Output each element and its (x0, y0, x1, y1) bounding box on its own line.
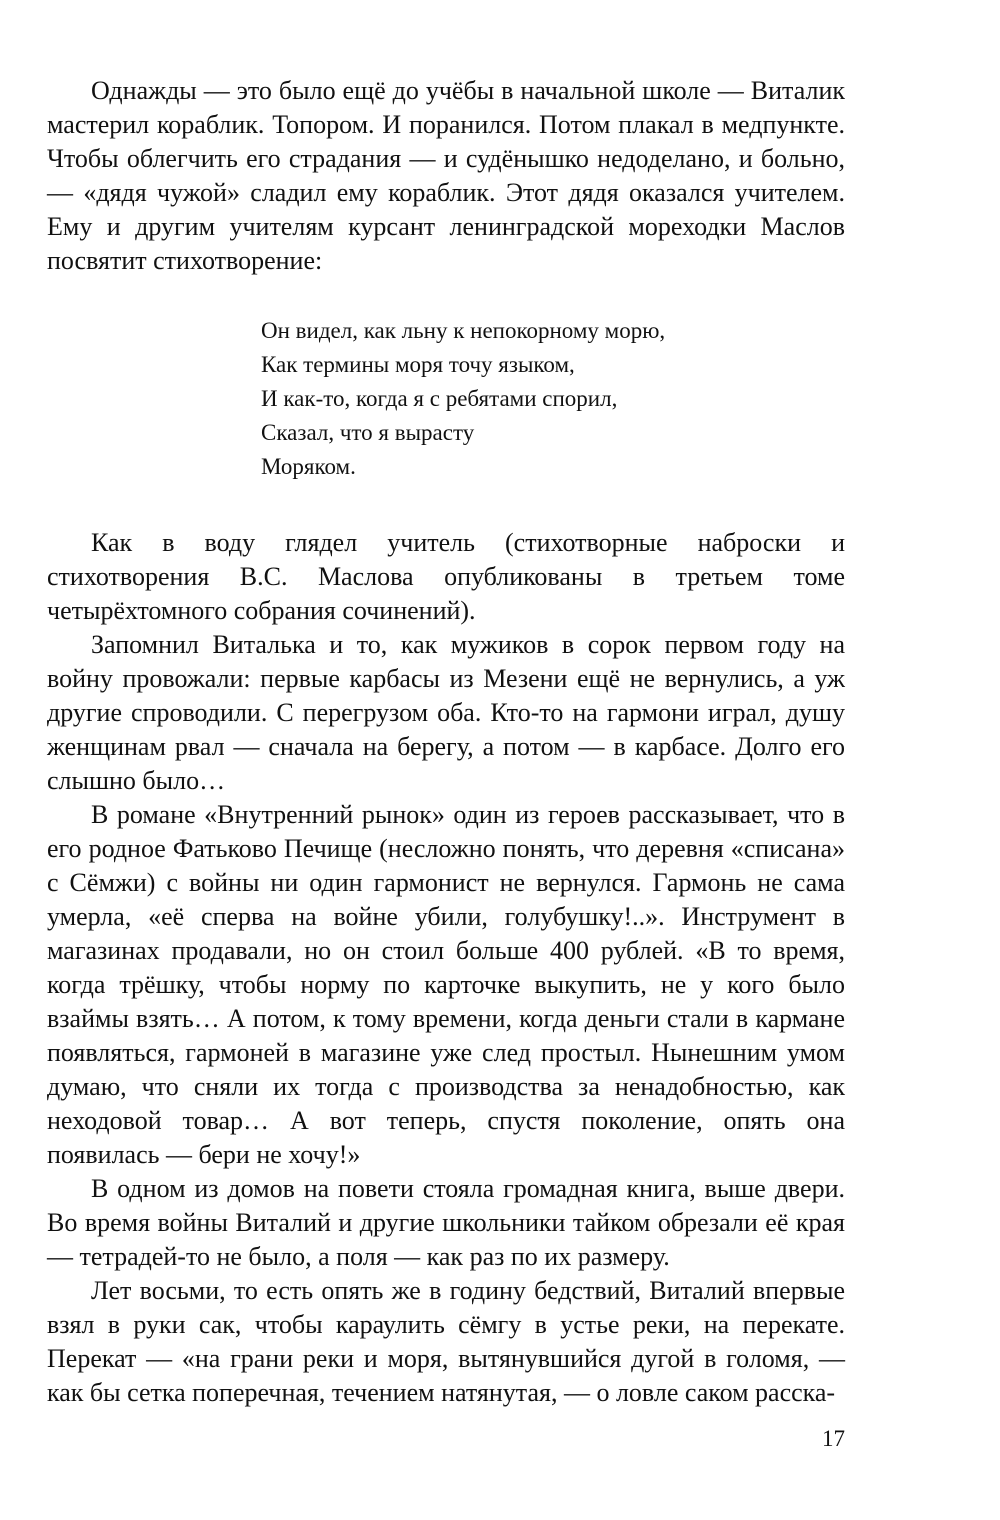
poem-line: И как-то, когда я с ребятами спорил, (261, 386, 618, 411)
poem-line: Сказал, что я вырасту (261, 420, 475, 445)
paragraph: Как в воду глядел учитель (стихотворные наброски и стихотворения В.С. Маслова опубликованы в третьем томе четырёхтомного собрания сочинений). (47, 528, 845, 625)
poem-line: Как термины моря точу языком, (261, 352, 575, 377)
paragraph: Запомнил Виталька и то, как мужиков в сорок первом году на войну провожали: первые карбасы из Мезени ещё не вернулись, а уж другие спроводили. С перегрузом оба. Кто-то на гармони играл, душу женщинам рвал — сначала на берегу, а потом — в карбасе. Долго его слышно было… (47, 630, 845, 795)
text-before-poem (47, 74, 845, 278)
paragraph: В романе «Внутренний рынок» один из героев рассказывает, что в его родное Фатьково Печище (несложно понять, что деревня «списана» с Сёмжи) с войны ни один гармонист не вернулся. Гармонь не сама умерла, «её сперва на войне убили, голубушку!..». Инструмент в магазинах продавали, но он стоил больше 400 рублей. «В то время, когда трёшку, чтобы норму по карточке выкупить, не у кого было взаймы взять… А потом, к тому времени, когда деньги стали в кармане появляться, гармоней в магазине уже след простыл. Нынешним умом думаю, что сняли их тогда с производства за ненадобностью, как неходовой товар… А вот теперь, спустя поколение, опять она появилась — бери не хочу!» (47, 800, 845, 1169)
page-number: 17 (822, 1426, 845, 1451)
paragraph: В одном из домов на повети стояла громадная книга, выше двери. Во время войны Виталий и другие школьники тайком обрезали её края — тетрадей-то не было, а поля — как раз по их размеру. (47, 1174, 845, 1271)
paragraph: Лет восьми, то есть опять же в годину бедствий, Виталий впервые взял в руки сак, чтобы караулить сёмгу в устье реки, на перекате. Перекат — «на грани реки и моря, вытянувшийся дугой в голомя, — как бы сетка поперечная, течением натянутая, — о ловле саком расска- (47, 1276, 845, 1407)
poem-line: Моряком. (261, 454, 356, 479)
poem (261, 314, 821, 484)
text-after-poem (47, 526, 845, 1410)
paragraph: Однажды — это было ещё до учёбы в начальной школе — Виталик мастерил кораблик. Топором. И поранился. Потом плакал в медпункте. Чтобы облегчить его страдания — и судёнышко недоделано, и больно, — «дядя чужой» сладил ему кораблик. Этот дядя оказался учителем. Ему и другим учителям курсант ленинградской мореходки Маслов посвятит стихотворение: (47, 76, 845, 275)
poem-line: Он видел, как льну к непокорному морю, (261, 318, 666, 343)
